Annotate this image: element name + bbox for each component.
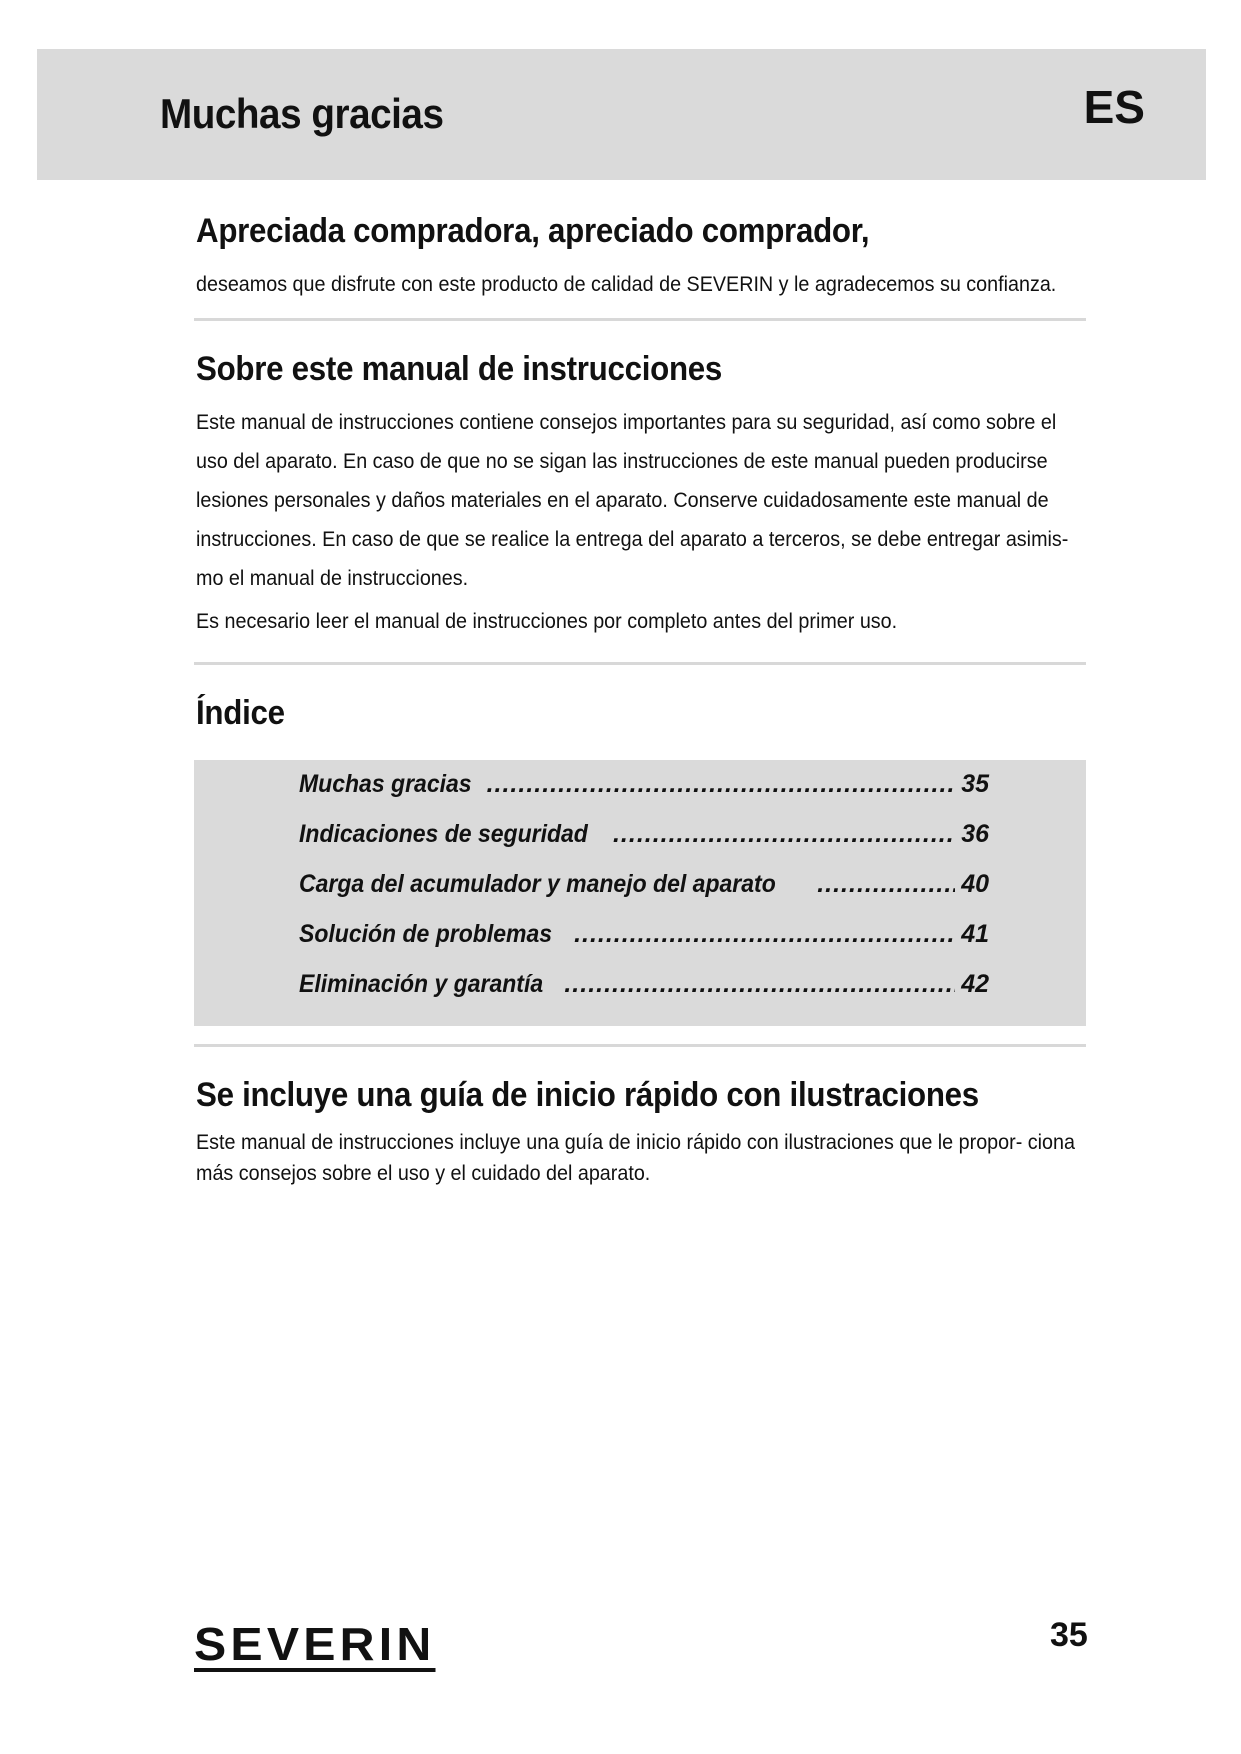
toc-entry[interactable] [299,920,989,970]
toc-leader-dots [564,970,955,999]
index-heading-wrap [196,694,1086,733]
manual-heading: Sobre este manual de instrucciones [196,350,723,388]
toc-entry-label: Solución de problemas [299,920,553,948]
toc-entry-page: 41 [961,920,989,948]
greeting-heading: Apreciada compradora, apreciado comprador, [196,212,870,250]
toc-entry-page: 40 [961,870,989,898]
toc-leader-dots [487,770,956,799]
table-of-contents [194,760,1086,1026]
greeting-text: deseamos que disfrute con este producto de calidad de SEVERIN y le agradecemos su confianza. [196,273,1057,296]
toc-entry-page: 35 [961,770,989,798]
quick-start-text: Este manual de instrucciones incluye una guía de inicio rápido con ilustraciones que le propor- ciona más consejos sobre el uso y el cuidado del aparato. [196,1131,1075,1185]
quick-start-section [196,1076,1086,1189]
toc-leader-dots [574,920,955,949]
toc-leader-dots [817,870,955,899]
toc-leader-dots [613,820,955,849]
severin-logo: SEVERIN [194,1618,436,1670]
divider [194,1044,1086,1047]
toc-list [299,770,989,1020]
page-title: Muchas gracias [160,90,444,137]
toc-entry-label: Indicaciones de seguridad [299,820,588,848]
toc-entry-label: Carga del acumulador y manejo del aparato [299,870,776,898]
toc-entry[interactable] [299,970,989,1020]
quick-start-heading: Se incluye una guía de inicio rápido con ilustraciones [196,1076,979,1114]
toc-entry-label: Eliminación y garantía [299,970,544,998]
toc-entry-label: Muchas gracias [299,770,472,798]
toc-entry[interactable] [299,870,989,920]
divider [194,662,1086,665]
manual-section [196,350,1086,641]
toc-entry[interactable] [299,770,989,820]
page-number: 35 [1050,1616,1088,1654]
manual-paragraph-1: Este manual de instrucciones contiene consejos importantes para su seguridad, así como sobre el uso del aparato. En caso de que no se sigan las instrucciones de este manual pueden producirse lesiones personales y daños materiales en el aparato. Conserve cuidadosamente este manual de instrucciones. En caso de que se realice la entrega del aparato a terceros, se debe entregar asimis- mo el manual de instrucciones. [196,411,1069,590]
language-code: ES [1083,81,1145,133]
manual-paragraph-2: Es necesario leer el manual de instrucciones por completo antes del primer uso. [196,610,898,633]
toc-entry-page: 42 [961,970,989,998]
toc-entry-page: 36 [961,820,989,848]
divider [194,318,1086,321]
index-heading: Índice [196,694,285,732]
toc-entry[interactable] [299,820,989,870]
greeting-section [196,212,1086,304]
